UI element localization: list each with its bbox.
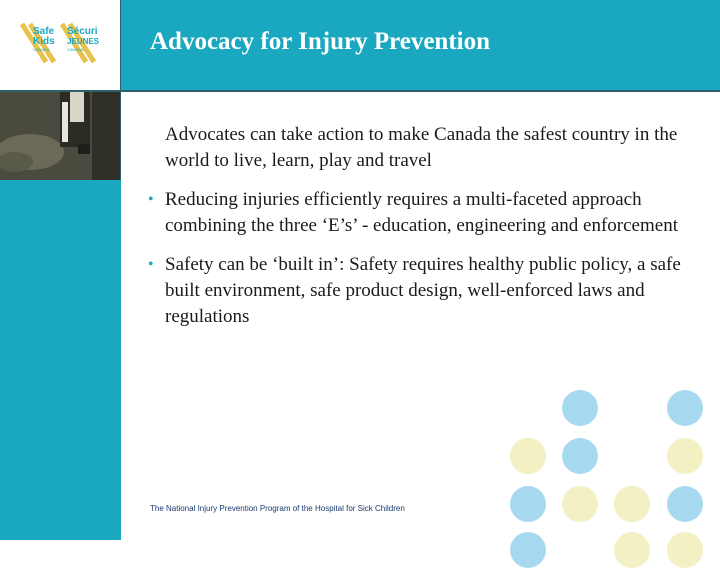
bullet-text: Reducing injuries efficiently requires a multi-faceted approach combining the three ‘E’s’ - education, engineering and enforcement — [165, 189, 678, 236]
dot-blue — [562, 438, 598, 474]
bullet-dot-icon: • — [148, 191, 154, 208]
intro-text: Advocates can take action to make Canada the safest country in the world to live, learn, play and travel — [165, 124, 678, 171]
dot-blue — [667, 390, 703, 426]
intro-paragraph — [148, 122, 708, 174]
logo-area — [0, 0, 120, 90]
logo-jeunes-text: JEUNES — [67, 37, 100, 46]
footer-credit: The National Injury Prevention Program of the Hospital for Sick Children — [150, 504, 405, 513]
dot-yellow — [667, 532, 703, 568]
slide-content — [148, 122, 708, 343]
logo-canada-text: CANADA — [33, 47, 50, 52]
safe-kids-logo — [0, 0, 120, 90]
dot-blue — [667, 486, 703, 522]
bullet-text: Safety can be ‘built in’: Safety requires healthy public policy, a safe built environment, safe product design, well-enforced laws and regulations — [165, 254, 681, 327]
bullet-item — [148, 187, 708, 239]
bullet-item — [148, 252, 708, 330]
dot-yellow — [614, 532, 650, 568]
dot-blue — [562, 390, 598, 426]
logo-securi-text: Sécuri — [67, 26, 98, 37]
bullet-dot-icon: • — [148, 256, 154, 273]
dot-yellow — [667, 438, 703, 474]
dot-yellow — [510, 438, 546, 474]
logo-safe-text: Safe — [33, 26, 55, 37]
dot-yellow — [562, 486, 598, 522]
page-title: Advocacy for Injury Prevention — [150, 28, 491, 55]
children-photo — [0, 92, 120, 180]
dot-yellow — [614, 486, 650, 522]
dot-blue — [510, 532, 546, 568]
vertical-divider — [120, 0, 121, 180]
dot-blue — [510, 486, 546, 522]
logo-canada-fr-text: CANADA — [67, 47, 84, 52]
logo-kids-text: Kids — [33, 36, 55, 47]
